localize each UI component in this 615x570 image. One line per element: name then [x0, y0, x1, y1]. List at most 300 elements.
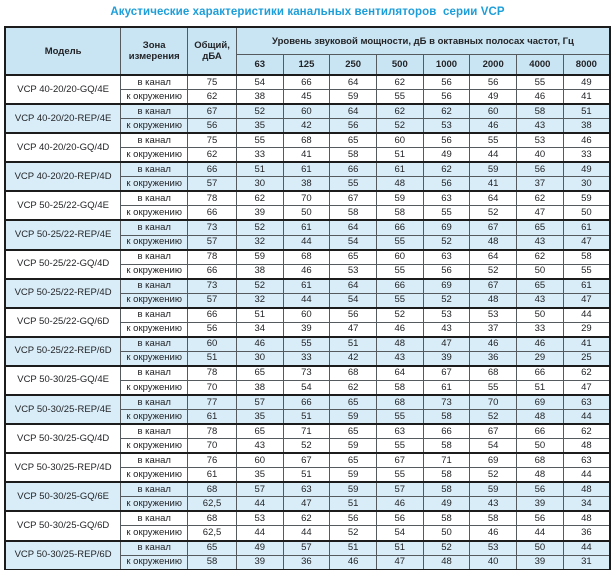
- level-cell: 49: [423, 148, 470, 163]
- level-cell: 50: [517, 439, 564, 454]
- level-cell: 67: [330, 191, 377, 206]
- zone-cell: в канал: [121, 511, 188, 526]
- level-cell: 53: [330, 264, 377, 279]
- level-cell: 58: [470, 511, 517, 526]
- total-dba-cell: 62,5: [188, 497, 237, 512]
- table-row: [5, 395, 610, 410]
- level-cell: 51: [236, 162, 283, 177]
- total-dba-cell: 66: [188, 308, 237, 323]
- level-cell: 55: [330, 177, 377, 192]
- total-dba-cell: 66: [188, 264, 237, 279]
- level-cell: 50: [517, 264, 564, 279]
- table-row: [5, 279, 610, 294]
- level-cell: 55: [517, 75, 564, 90]
- level-cell: 46: [470, 337, 517, 352]
- level-cell: 42: [283, 119, 330, 134]
- table-row: [5, 162, 610, 177]
- level-cell: 51: [376, 148, 423, 163]
- level-cell: 70: [470, 395, 517, 410]
- level-cell: 38: [283, 177, 330, 192]
- zone-cell: к окружению: [121, 322, 188, 337]
- level-cell: 58: [376, 380, 423, 395]
- col-header-frequency: 125: [283, 55, 330, 76]
- zone-cell: к окружению: [121, 90, 188, 105]
- level-cell: 38: [563, 119, 610, 134]
- table-row: [5, 104, 610, 119]
- table-row: [5, 482, 610, 497]
- level-cell: 63: [563, 395, 610, 410]
- level-cell: 54: [236, 75, 283, 90]
- zone-cell: к окружению: [121, 119, 188, 134]
- model-cell: VCP 50-30/25-GQ/4E: [5, 366, 121, 395]
- level-cell: 54: [283, 380, 330, 395]
- level-cell: 59: [376, 191, 423, 206]
- table-row: [5, 366, 610, 381]
- level-cell: 30: [563, 177, 610, 192]
- col-header-frequency: 4000: [517, 55, 564, 76]
- level-cell: 40: [470, 555, 517, 570]
- level-cell: 49: [423, 497, 470, 512]
- zone-cell: в канал: [121, 75, 188, 90]
- level-cell: 67: [423, 366, 470, 381]
- level-cell: 66: [283, 75, 330, 90]
- level-cell: 53: [423, 119, 470, 134]
- col-header-frequency: 250: [330, 55, 377, 76]
- zone-cell: в канал: [121, 162, 188, 177]
- table-body: [5, 75, 610, 570]
- level-cell: 41: [563, 337, 610, 352]
- total-dba-cell: 68: [188, 482, 237, 497]
- level-cell: 47: [517, 206, 564, 221]
- total-dba-cell: 77: [188, 395, 237, 410]
- level-cell: 56: [517, 482, 564, 497]
- level-cell: 32: [236, 235, 283, 250]
- level-cell: 68: [376, 395, 423, 410]
- level-cell: 52: [470, 468, 517, 483]
- level-cell: 61: [423, 380, 470, 395]
- level-cell: 33: [517, 322, 564, 337]
- level-cell: 62: [563, 424, 610, 439]
- total-dba-cell: 61: [188, 410, 237, 425]
- level-cell: 47: [563, 235, 610, 250]
- level-cell: 51: [330, 497, 377, 512]
- level-cell: 56: [330, 511, 377, 526]
- level-cell: 44: [283, 526, 330, 541]
- level-cell: 48: [470, 293, 517, 308]
- level-cell: 56: [330, 308, 377, 323]
- col-header-frequency: 8000: [563, 55, 610, 76]
- level-cell: 70: [283, 191, 330, 206]
- level-cell: 64: [330, 104, 377, 119]
- level-cell: 44: [563, 468, 610, 483]
- level-cell: 52: [423, 235, 470, 250]
- zone-cell: в канал: [121, 482, 188, 497]
- table-row: [5, 541, 610, 556]
- zone-cell: к окружению: [121, 555, 188, 570]
- level-cell: 48: [470, 235, 517, 250]
- level-cell: 52: [283, 439, 330, 454]
- level-cell: 46: [470, 119, 517, 134]
- level-cell: 67: [470, 279, 517, 294]
- table-header: [5, 27, 610, 75]
- level-cell: 65: [330, 395, 377, 410]
- level-cell: 50: [517, 541, 564, 556]
- level-cell: 56: [423, 264, 470, 279]
- level-cell: 58: [330, 148, 377, 163]
- level-cell: 47: [376, 555, 423, 570]
- zone-cell: в канал: [121, 424, 188, 439]
- level-cell: 62: [330, 380, 377, 395]
- zone-cell: в канал: [121, 250, 188, 265]
- zone-cell: в канал: [121, 541, 188, 556]
- level-cell: 44: [283, 235, 330, 250]
- zone-cell: в канал: [121, 395, 188, 410]
- level-cell: 59: [330, 410, 377, 425]
- level-cell: 59: [236, 250, 283, 265]
- level-cell: 59: [470, 162, 517, 177]
- level-cell: 62: [376, 75, 423, 90]
- level-cell: 39: [236, 555, 283, 570]
- level-cell: 58: [423, 511, 470, 526]
- level-cell: 55: [376, 439, 423, 454]
- level-cell: 69: [470, 453, 517, 468]
- total-dba-cell: 51: [188, 351, 237, 366]
- table-row: [5, 337, 610, 352]
- level-cell: 49: [236, 541, 283, 556]
- level-cell: 65: [330, 133, 377, 148]
- level-cell: 39: [517, 497, 564, 512]
- level-cell: 39: [423, 351, 470, 366]
- level-cell: 65: [330, 424, 377, 439]
- level-cell: 30: [236, 177, 283, 192]
- table-row: [5, 75, 610, 90]
- level-cell: 43: [236, 439, 283, 454]
- level-cell: 38: [236, 90, 283, 105]
- level-cell: 56: [376, 511, 423, 526]
- level-cell: 68: [470, 366, 517, 381]
- level-cell: 63: [423, 191, 470, 206]
- level-cell: 53: [423, 308, 470, 323]
- level-cell: 29: [563, 322, 610, 337]
- table-row: [5, 133, 610, 148]
- zone-cell: к окружению: [121, 206, 188, 221]
- level-cell: 58: [563, 250, 610, 265]
- col-header-frequency: 63: [236, 55, 283, 76]
- level-cell: 45: [283, 90, 330, 105]
- level-cell: 60: [376, 250, 423, 265]
- level-cell: 39: [236, 206, 283, 221]
- level-cell: 46: [330, 555, 377, 570]
- total-dba-cell: 57: [188, 293, 237, 308]
- model-cell: VCP 40-20/20-REP/4E: [5, 104, 121, 133]
- level-cell: 51: [283, 410, 330, 425]
- level-cell: 56: [423, 90, 470, 105]
- level-cell: 51: [517, 380, 564, 395]
- model-cell: VCP 40-20/20-REP/4D: [5, 162, 121, 191]
- level-cell: 54: [330, 293, 377, 308]
- zone-cell: к окружению: [121, 439, 188, 454]
- level-cell: 56: [423, 75, 470, 90]
- level-cell: 47: [283, 497, 330, 512]
- level-cell: 69: [517, 395, 564, 410]
- total-dba-cell: 57: [188, 235, 237, 250]
- zone-cell: в канал: [121, 191, 188, 206]
- level-cell: 59: [330, 482, 377, 497]
- level-cell: 38: [236, 264, 283, 279]
- zone-cell: в канал: [121, 220, 188, 235]
- level-cell: 44: [563, 308, 610, 323]
- level-cell: 43: [470, 497, 517, 512]
- zone-cell: в канал: [121, 308, 188, 323]
- level-cell: 35: [236, 410, 283, 425]
- level-cell: 67: [470, 220, 517, 235]
- level-cell: 66: [283, 395, 330, 410]
- zone-cell: в канал: [121, 279, 188, 294]
- level-cell: 62: [283, 511, 330, 526]
- level-cell: 48: [517, 410, 564, 425]
- level-cell: 42: [330, 351, 377, 366]
- level-cell: 36: [283, 555, 330, 570]
- level-cell: 62: [236, 191, 283, 206]
- level-cell: 63: [376, 424, 423, 439]
- table-row: [5, 220, 610, 235]
- level-cell: 66: [376, 279, 423, 294]
- level-cell: 62: [376, 104, 423, 119]
- level-cell: 55: [376, 235, 423, 250]
- level-cell: 66: [517, 424, 564, 439]
- total-dba-cell: 66: [188, 162, 237, 177]
- level-cell: 64: [330, 279, 377, 294]
- level-cell: 50: [283, 206, 330, 221]
- total-dba-cell: 73: [188, 279, 237, 294]
- level-cell: 55: [283, 337, 330, 352]
- level-cell: 52: [423, 541, 470, 556]
- level-cell: 60: [283, 104, 330, 119]
- level-cell: 31: [563, 555, 610, 570]
- level-cell: 40: [517, 148, 564, 163]
- zone-cell: к окружению: [121, 177, 188, 192]
- zone-cell: в канал: [121, 453, 188, 468]
- level-cell: 68: [330, 366, 377, 381]
- level-cell: 60: [236, 453, 283, 468]
- level-cell: 58: [423, 410, 470, 425]
- level-cell: 32: [236, 293, 283, 308]
- total-dba-cell: 78: [188, 366, 237, 381]
- level-cell: 55: [470, 380, 517, 395]
- level-cell: 57: [236, 482, 283, 497]
- level-cell: 46: [470, 526, 517, 541]
- zone-cell: к окружению: [121, 235, 188, 250]
- level-cell: 52: [376, 308, 423, 323]
- level-cell: 33: [236, 148, 283, 163]
- level-cell: 68: [517, 453, 564, 468]
- level-cell: 62: [517, 250, 564, 265]
- level-cell: 67: [283, 453, 330, 468]
- level-cell: 51: [236, 308, 283, 323]
- model-cell: VCP 50-25/22-GQ/6D: [5, 308, 121, 337]
- level-cell: 35: [236, 119, 283, 134]
- level-cell: 48: [563, 482, 610, 497]
- level-cell: 52: [470, 410, 517, 425]
- level-cell: 25: [563, 351, 610, 366]
- level-cell: 48: [423, 555, 470, 570]
- level-cell: 65: [236, 366, 283, 381]
- level-cell: 37: [517, 177, 564, 192]
- level-cell: 43: [517, 119, 564, 134]
- model-cell: VCP 50-25/22-REP/6D: [5, 337, 121, 366]
- level-cell: 43: [376, 351, 423, 366]
- level-cell: 41: [563, 90, 610, 105]
- level-cell: 44: [470, 148, 517, 163]
- level-cell: 33: [283, 351, 330, 366]
- total-dba-cell: 66: [188, 206, 237, 221]
- level-cell: 65: [517, 279, 564, 294]
- level-cell: 46: [283, 264, 330, 279]
- level-cell: 46: [376, 497, 423, 512]
- zone-cell: в канал: [121, 104, 188, 119]
- level-cell: 69: [423, 220, 470, 235]
- total-dba-cell: 76: [188, 453, 237, 468]
- level-cell: 73: [423, 395, 470, 410]
- level-cell: 61: [283, 220, 330, 235]
- zone-cell: к окружению: [121, 526, 188, 541]
- zone-cell: к окружению: [121, 293, 188, 308]
- zone-cell: к окружению: [121, 497, 188, 512]
- level-cell: 52: [470, 206, 517, 221]
- level-cell: 58: [330, 206, 377, 221]
- level-cell: 53: [470, 308, 517, 323]
- model-cell: VCP 50-25/22-REP/4E: [5, 220, 121, 249]
- level-cell: 51: [563, 104, 610, 119]
- table-row: [5, 511, 610, 526]
- model-cell: VCP 40-20/20-GQ/4E: [5, 75, 121, 104]
- total-dba-cell: 56: [188, 322, 237, 337]
- level-cell: 41: [470, 177, 517, 192]
- level-cell: 56: [423, 177, 470, 192]
- level-cell: 66: [423, 424, 470, 439]
- level-cell: 49: [470, 90, 517, 105]
- level-cell: 55: [236, 133, 283, 148]
- table-row: [5, 308, 610, 323]
- zone-cell: к окружению: [121, 264, 188, 279]
- total-dba-cell: 73: [188, 220, 237, 235]
- level-cell: 34: [563, 497, 610, 512]
- total-dba-cell: 60: [188, 337, 237, 352]
- level-cell: 36: [470, 351, 517, 366]
- level-cell: 52: [236, 104, 283, 119]
- level-cell: 36: [563, 526, 610, 541]
- level-cell: 60: [376, 133, 423, 148]
- level-cell: 56: [423, 133, 470, 148]
- level-cell: 54: [470, 439, 517, 454]
- col-header-frequency: 1000: [423, 55, 470, 76]
- level-cell: 33: [563, 148, 610, 163]
- total-dba-cell: 61: [188, 468, 237, 483]
- level-cell: 43: [423, 322, 470, 337]
- model-cell: VCP 40-20/20-GQ/4D: [5, 133, 121, 162]
- col-header-spl-group: Уровень звуковой мощности, дБ в октавных полосах частот, Гц: [236, 27, 610, 55]
- level-cell: 44: [283, 293, 330, 308]
- model-cell: VCP 50-30/25-GQ/6D: [5, 511, 121, 540]
- level-cell: 58: [423, 468, 470, 483]
- level-cell: 60: [470, 104, 517, 119]
- level-cell: 46: [236, 337, 283, 352]
- total-dba-cell: 70: [188, 439, 237, 454]
- zone-cell: в канал: [121, 337, 188, 352]
- level-cell: 52: [470, 264, 517, 279]
- col-header-zone: Зона измерения: [121, 27, 188, 75]
- model-cell: VCP 50-30/25-REP/4E: [5, 395, 121, 424]
- model-cell: VCP 50-25/22-REP/4D: [5, 279, 121, 308]
- table-row: [5, 453, 610, 468]
- level-cell: 55: [376, 90, 423, 105]
- level-cell: 56: [517, 511, 564, 526]
- level-cell: 61: [283, 162, 330, 177]
- total-dba-cell: 75: [188, 133, 237, 148]
- level-cell: 48: [517, 468, 564, 483]
- level-cell: 55: [563, 264, 610, 279]
- level-cell: 50: [423, 526, 470, 541]
- level-cell: 62: [563, 366, 610, 381]
- level-cell: 64: [330, 220, 377, 235]
- zone-cell: к окружению: [121, 468, 188, 483]
- model-cell: VCP 50-30/25-GQ/4D: [5, 424, 121, 453]
- level-cell: 62: [423, 162, 470, 177]
- level-cell: 39: [517, 555, 564, 570]
- level-cell: 58: [423, 439, 470, 454]
- level-cell: 51: [376, 541, 423, 556]
- level-cell: 65: [517, 220, 564, 235]
- level-cell: 55: [470, 133, 517, 148]
- level-cell: 48: [563, 511, 610, 526]
- level-cell: 65: [330, 250, 377, 265]
- model-cell: VCP 50-25/22-GQ/4E: [5, 191, 121, 220]
- col-header-total: Общий, дБА: [188, 27, 237, 75]
- level-cell: 67: [376, 453, 423, 468]
- level-cell: 58: [423, 482, 470, 497]
- level-cell: 59: [330, 90, 377, 105]
- level-cell: 50: [563, 206, 610, 221]
- table-row: [5, 250, 610, 265]
- level-cell: 54: [376, 526, 423, 541]
- level-cell: 47: [330, 322, 377, 337]
- level-cell: 29: [517, 351, 564, 366]
- level-cell: 71: [423, 453, 470, 468]
- total-dba-cell: 56: [188, 119, 237, 134]
- zone-cell: к окружению: [121, 380, 188, 395]
- level-cell: 46: [376, 322, 423, 337]
- level-cell: 69: [423, 279, 470, 294]
- total-dba-cell: 70: [188, 380, 237, 395]
- zone-cell: в канал: [121, 133, 188, 148]
- level-cell: 48: [376, 177, 423, 192]
- col-header-model: Модель: [5, 27, 121, 75]
- total-dba-cell: 62: [188, 90, 237, 105]
- level-cell: 38: [236, 380, 283, 395]
- level-cell: 37: [470, 322, 517, 337]
- level-cell: 56: [470, 75, 517, 90]
- level-cell: 64: [470, 191, 517, 206]
- level-cell: 48: [376, 337, 423, 352]
- total-dba-cell: 65: [188, 541, 237, 556]
- level-cell: 61: [376, 162, 423, 177]
- level-cell: 49: [563, 162, 610, 177]
- level-cell: 46: [563, 133, 610, 148]
- model-cell: VCP 50-30/25-REP/4D: [5, 453, 121, 482]
- level-cell: 54: [330, 235, 377, 250]
- acoustic-characteristics-table: [4, 26, 611, 570]
- level-cell: 62: [423, 104, 470, 119]
